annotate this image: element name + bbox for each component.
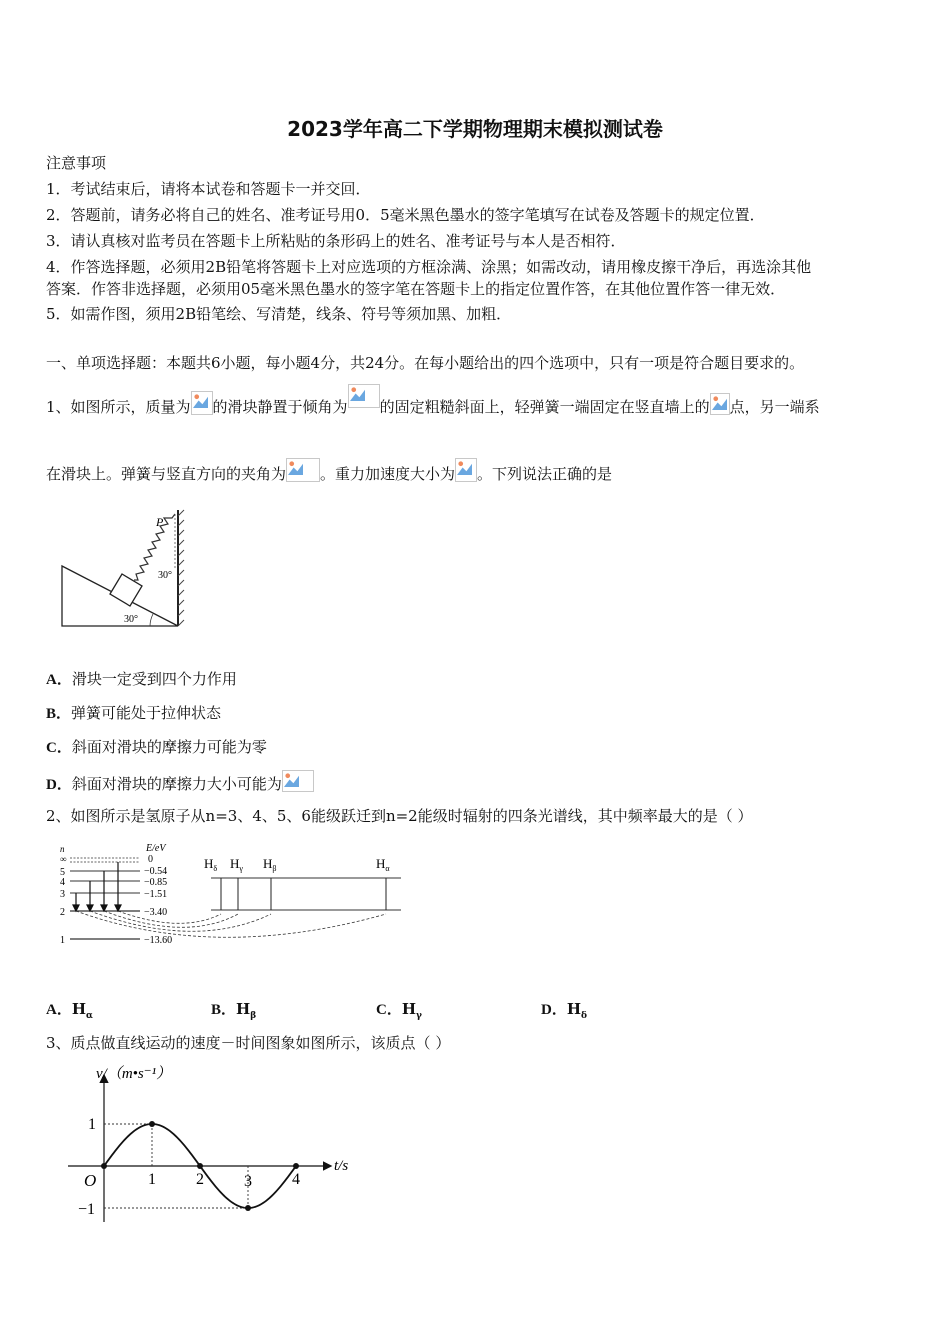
data-point	[293, 1163, 299, 1169]
axis-e-label: E/eV	[146, 843, 166, 854]
notice-item: 4．作答选择题，必须用2B铅笔将答题卡上对应选项的方框涂满、涂黑；如需改动，请用橡皮擦干净后，再选涂其他	[46, 258, 812, 276]
y-axis-label: v/（m•s⁻¹）	[96, 1066, 172, 1082]
q1-text: 的固定粗糙斜面上，轻弹簧一端固定在竖直墙上的	[379, 398, 710, 416]
data-point	[149, 1121, 155, 1127]
angle-spring-label: 30°	[158, 570, 172, 581]
notice-item: 1．考试结束后，请将本试卷和答题卡一并交回．	[46, 180, 371, 198]
option-a[interactable]: A．$H_\alpha$	[46, 1000, 93, 1021]
x-tick-label: 1	[148, 1171, 156, 1188]
question-1-line-2	[46, 458, 612, 484]
q1-text: 点，另一端系	[729, 398, 820, 416]
spectral-label-h-gamma: $H_\gamma$	[230, 856, 243, 873]
q1-text: 。下列说法正确的是	[477, 465, 613, 483]
spectrum-connectors	[76, 911, 386, 937]
option-a[interactable]: A．滑块一定受到四个力作用	[46, 670, 237, 688]
data-point	[245, 1205, 251, 1211]
label-p: P	[156, 515, 164, 529]
option-d[interactable]: D．$H_\delta$	[541, 1000, 588, 1021]
incline-spring-figure	[58, 508, 188, 630]
option-c[interactable]: C．$H_\gamma$	[376, 1000, 422, 1021]
option-b[interactable]: B．$H_\beta$	[211, 1000, 257, 1021]
formula-image-icon	[286, 458, 320, 482]
axis-n-label: n	[60, 844, 65, 854]
data-point	[197, 1163, 203, 1169]
energy-level-figure	[56, 842, 416, 954]
level-n-label: 2	[60, 907, 65, 918]
x-tick-label: 3	[244, 1173, 252, 1190]
notice-item: 2．答题前，请务必将自己的姓名、准考证号用0．5毫米黑色墨水的签字笔填写在试卷及答题卡的规定位置．	[46, 206, 765, 224]
velocity-time-chart	[60, 1062, 360, 1232]
notice-item: 答案．作答非选择题，必须用05毫米黑色墨水的签字笔在答题卡上的指定位置作答，在其他位置作答一律无效．	[46, 280, 786, 298]
y-tick-label: 1	[88, 1116, 96, 1133]
formula-image-icon	[455, 458, 477, 482]
level-n-label: ∞	[60, 854, 67, 864]
page-title: 2023学年高二下学期物理期末模拟测试卷	[287, 117, 663, 141]
spectral-label-h-alpha: $H_\alpha$	[376, 856, 390, 873]
x-axis-label: t/s	[334, 1158, 349, 1174]
angle-arc	[150, 614, 153, 626]
notice-item: 5．如需作图，须用2B铅笔绘、写清楚，线条、符号等须加黑、加粗．	[46, 305, 512, 323]
question-2-text: 2、如图所示是氢原子从n=3、4、5、6能级跃迁到n=2能级时辐射的四条光谱线，其中频率最大的是（ ）	[46, 807, 753, 825]
question-1-line-1	[46, 384, 820, 417]
formula-image-icon	[191, 391, 213, 415]
level-energy-label: −1.51	[144, 889, 168, 900]
origin-label: O	[84, 1171, 97, 1190]
formula-image-icon	[282, 770, 314, 792]
notice-item: 3．请认真核对监考员在答题卡上所粘贴的条形码上的姓名、准考证号与本人是否相符．	[46, 232, 626, 250]
level-energy-label: −0.54	[144, 866, 168, 877]
level-n-label: 4	[60, 877, 65, 888]
level-energy-label: −0.85	[144, 877, 168, 888]
y-tick-label: −1	[78, 1201, 96, 1218]
spectral-label-h-delta: $H_\delta$	[204, 856, 218, 873]
level-energy-label: 0	[148, 854, 153, 865]
x-tick-label: 4	[292, 1171, 300, 1188]
formula-image-icon	[710, 393, 730, 415]
level-energy-label: −13.60	[144, 935, 173, 946]
transition-arrows	[73, 862, 121, 911]
level-n-label: 3	[60, 889, 65, 900]
option-c[interactable]: C．斜面对滑块的摩擦力可能为零	[46, 738, 267, 756]
level-energy-label: −3.40	[144, 907, 168, 918]
spectral-label-h-beta: $H_\beta$	[263, 856, 277, 873]
q1-text: 的滑块静置于倾角为	[212, 398, 348, 416]
level-n-label: 5	[60, 867, 65, 878]
q1-text: 1、如图所示，质量为	[46, 398, 191, 416]
q1-text: 。重力加速度大小为	[320, 465, 456, 483]
data-point	[101, 1163, 107, 1169]
formula-image-icon	[348, 384, 380, 408]
question-3-text: 3、质点做直线运动的速度－时间图象如图所示，该质点（ ）	[46, 1034, 451, 1052]
option-b[interactable]: B．弹簧可能处于拉伸状态	[46, 704, 222, 722]
option-d[interactable]: D．斜面对滑块的摩擦力大小可能为	[46, 770, 314, 794]
q1-text: 在滑块上。弹簧与竖直方向的夹角为	[46, 465, 287, 483]
level-n-label: 1	[60, 935, 65, 946]
notice-heading: 注意事项	[46, 154, 107, 172]
angle-incline-label: 30°	[124, 614, 138, 625]
x-tick-label: 2	[196, 1171, 204, 1188]
section-heading: 一、单项选择题：本题共6小题，每小题4分，共24分。在每小题给出的四个选项中，只有一项是符合题目要求的。	[46, 354, 805, 372]
